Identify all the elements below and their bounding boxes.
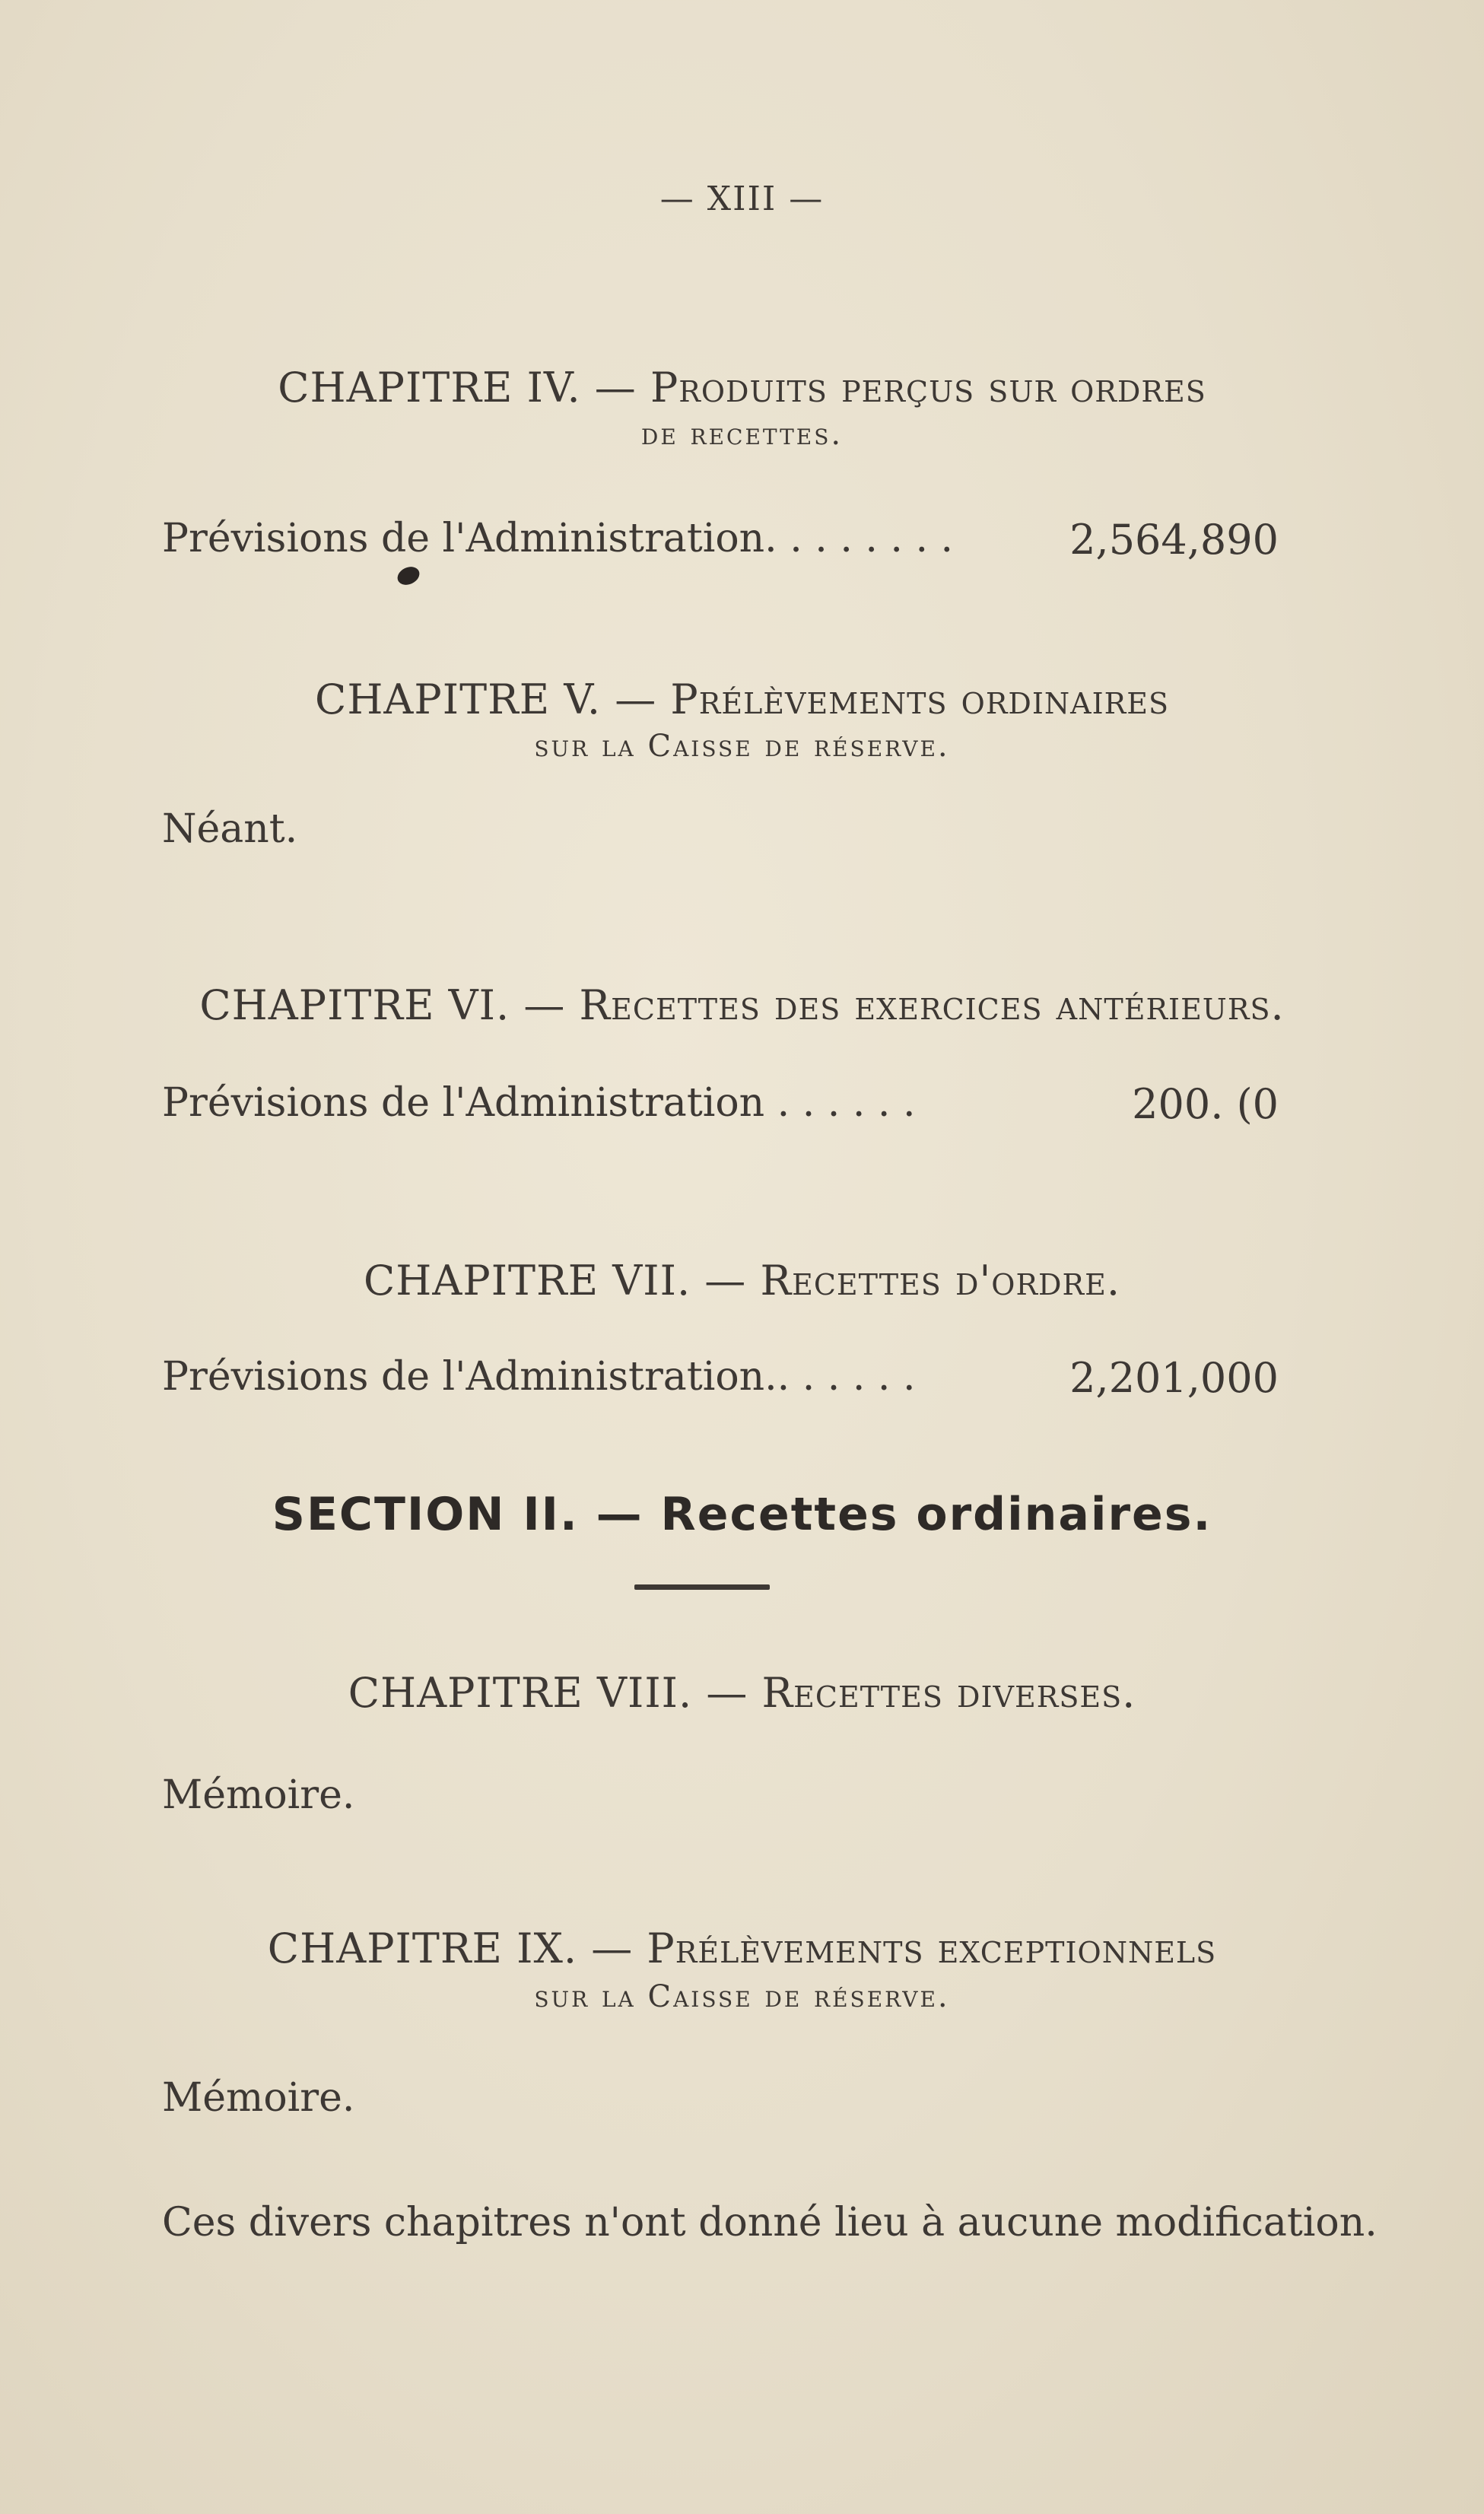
chapter-iv-heading: CHAPITRE IV. — Produits perçus sur ordres (278, 364, 1206, 412)
section-divider (634, 1584, 770, 1590)
chapter-vii-heading: CHAPITRE VII. — Recettes d'ordre. (363, 1257, 1121, 1305)
chapter-v-note: Néant. (162, 806, 298, 852)
chapter-vi-entry-amount: 200. (0 (1132, 1080, 1279, 1128)
chapter-v-subheading: sur la Caisse de réserve. (534, 729, 950, 764)
chapter-vi-heading: CHAPITRE VI. — Recettes des exercices antérieurs. (199, 981, 1285, 1029)
chapter-viii-note: Mémoire. (162, 1772, 355, 1818)
chapter-vi-entry-label: Prévisions de l'Administration . . . . . . (162, 1080, 916, 1126)
chapter-iv-subheading: de recettes. (640, 417, 844, 452)
chapter-ix-note: Mémoire. (162, 2075, 355, 2121)
section-ii-title: SECTION II. — Recettes ordinaires. (272, 1488, 1212, 1541)
chapter-iv-entry-label: Prévisions de l'Administration. . . . . . . . (162, 516, 954, 561)
chapter-vii-entry-label: Prévisions de l'Administration.. . . . . . (162, 1354, 916, 1400)
page-folio: — XIII — (659, 180, 825, 218)
chapter-ix-heading: CHAPITRE IX. — Prélèvements exceptionnels (267, 1924, 1217, 1972)
chapter-iv-entry-amount: 2,564,890 (1069, 516, 1279, 564)
chapter-v-heading: CHAPITRE V. — Prélèvements ordinaires (315, 675, 1169, 723)
chapter-viii-heading: CHAPITRE VIII. — Recettes diverses. (348, 1669, 1136, 1717)
closing-note: Ces divers chapitres n'ont donné lieu à aucune modification. (162, 2200, 1378, 2245)
chapter-ix-subheading: sur la Caisse de réserve. (534, 1979, 950, 2014)
chapter-vii-entry-amount: 2,201,000 (1069, 1354, 1279, 1402)
